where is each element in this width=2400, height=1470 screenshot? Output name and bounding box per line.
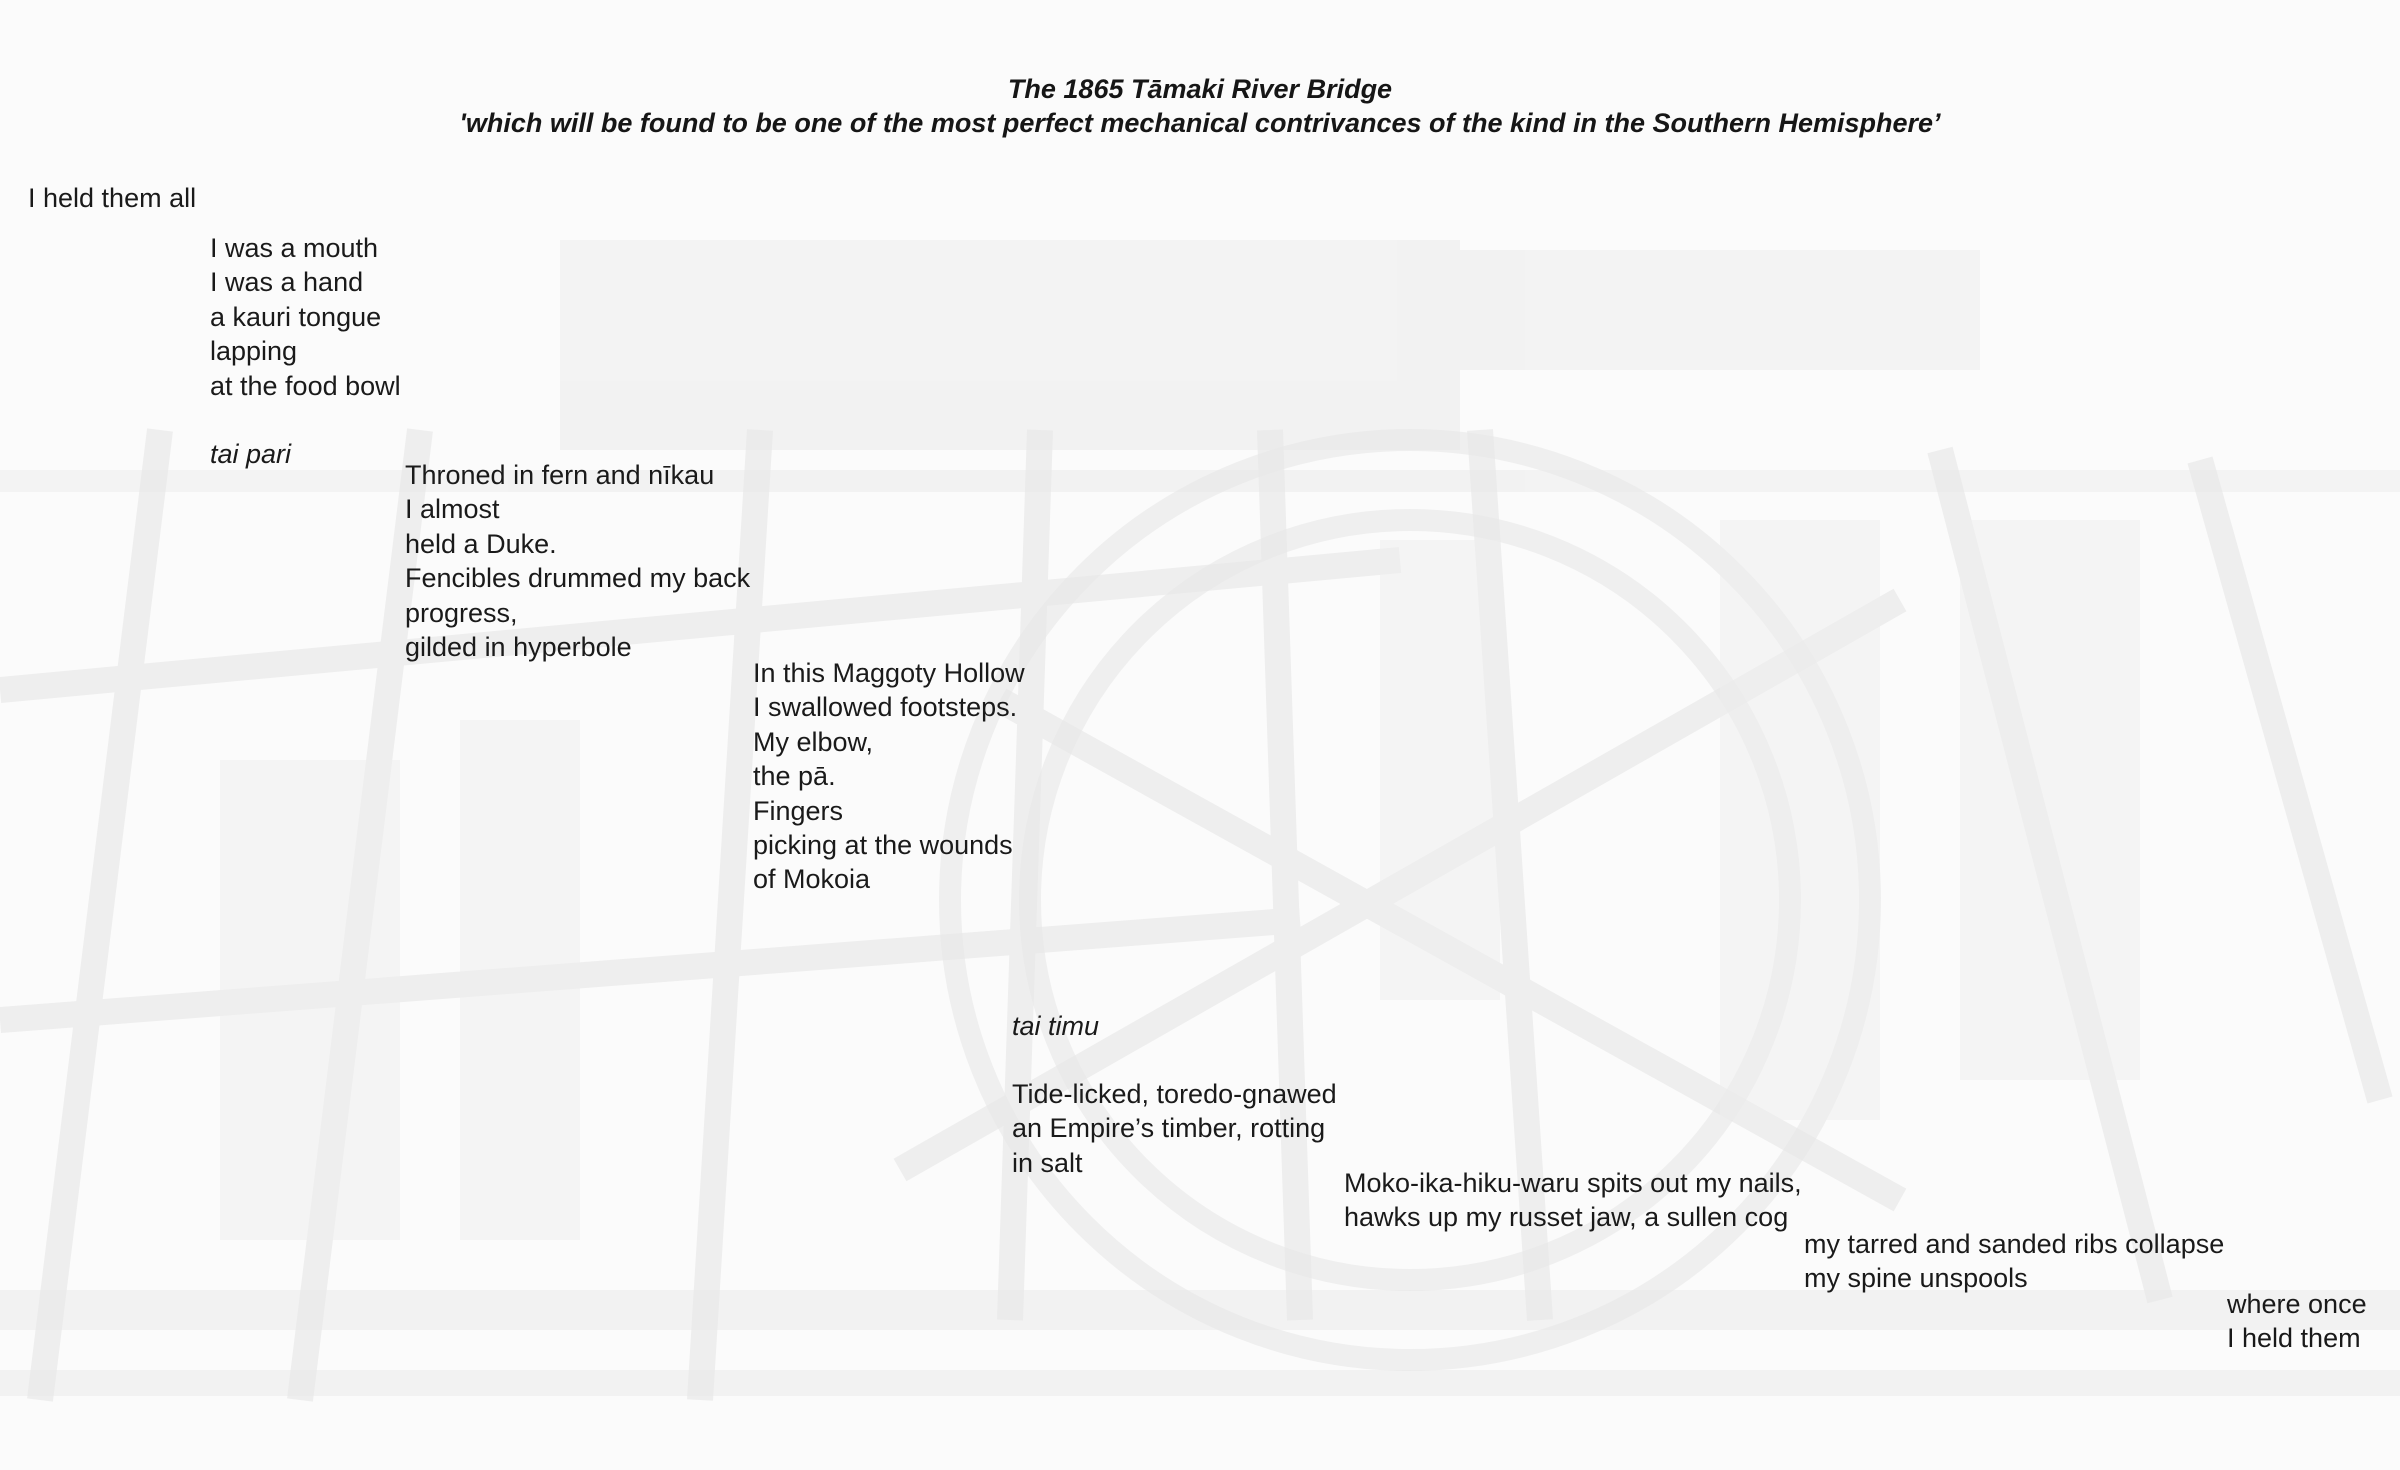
poem-stanza-1 bbox=[210, 231, 401, 403]
poem-line: picking at the wounds bbox=[753, 830, 1013, 861]
poem-line: Fencibles drummed my back bbox=[405, 563, 751, 594]
poem-opening-line bbox=[28, 181, 196, 215]
poem-epigraph: 'which will be found to be one of the most perfect mechanical contrivances of the kind in the Southern Hemisphere’ bbox=[459, 108, 1941, 138]
poem-stanza-5 bbox=[1344, 1166, 1802, 1235]
poem-line: I swallowed footsteps. bbox=[753, 692, 1018, 723]
poem-line: In this Maggoty Hollow bbox=[753, 658, 1025, 688]
poem-line: I was a hand bbox=[210, 267, 364, 298]
poem-line: the pā. bbox=[753, 761, 836, 792]
poem-line: Throned in fern and nīkau bbox=[405, 460, 715, 490]
poem-line: my tarred and sanded ribs collapse bbox=[1804, 1229, 2225, 1259]
poem-line: I almost bbox=[405, 494, 500, 525]
poem-stanza-6 bbox=[1804, 1227, 2224, 1296]
poem-line: Tide-licked, toredo-gnawed bbox=[1012, 1079, 1337, 1109]
poem-heading-tai-pari bbox=[210, 437, 291, 471]
poem-line: My elbow, bbox=[753, 726, 874, 757]
poem-line: I held them bbox=[2227, 1323, 2361, 1354]
poem-line: progress, bbox=[405, 597, 518, 628]
poem-line: lapping bbox=[210, 336, 298, 367]
poem-title: The 1865 Tāmaki River Bridge bbox=[1007, 74, 1393, 104]
poem-line: I held them all bbox=[28, 183, 197, 213]
poem-line: in salt bbox=[1012, 1147, 1083, 1178]
poem-stanza-3 bbox=[753, 656, 1025, 897]
poem-line: gilded in hyperbole bbox=[405, 632, 632, 663]
poem-closing bbox=[2227, 1287, 2367, 1356]
poem-line: I was a mouth bbox=[210, 233, 379, 263]
poem-line: an Empire’s timber, rotting bbox=[1012, 1113, 1326, 1144]
poem-line: my spine unspools bbox=[1804, 1263, 2028, 1294]
poem-stanza-4 bbox=[1012, 1077, 1337, 1180]
poem-line: held a Duke. bbox=[405, 528, 557, 559]
poem-line: a kauri tongue bbox=[210, 301, 382, 332]
poem-line: of Mokoia bbox=[753, 864, 871, 895]
poem-line: Moko-ika-hiku-waru spits out my nails, bbox=[1344, 1168, 1802, 1198]
poem-line: hawks up my russet jaw, a sullen cog bbox=[1344, 1202, 1789, 1233]
poem-heading-tai-timu bbox=[1012, 1009, 1099, 1043]
poem-line: where once bbox=[2227, 1289, 2367, 1319]
poem-stanza-2 bbox=[405, 458, 750, 664]
poem-line: Fingers bbox=[753, 795, 844, 826]
poem-header bbox=[0, 72, 2400, 140]
poem-line: tai pari bbox=[210, 439, 292, 469]
poem-line: at the food bowl bbox=[210, 370, 401, 401]
poem-line: tai timu bbox=[1012, 1011, 1100, 1041]
